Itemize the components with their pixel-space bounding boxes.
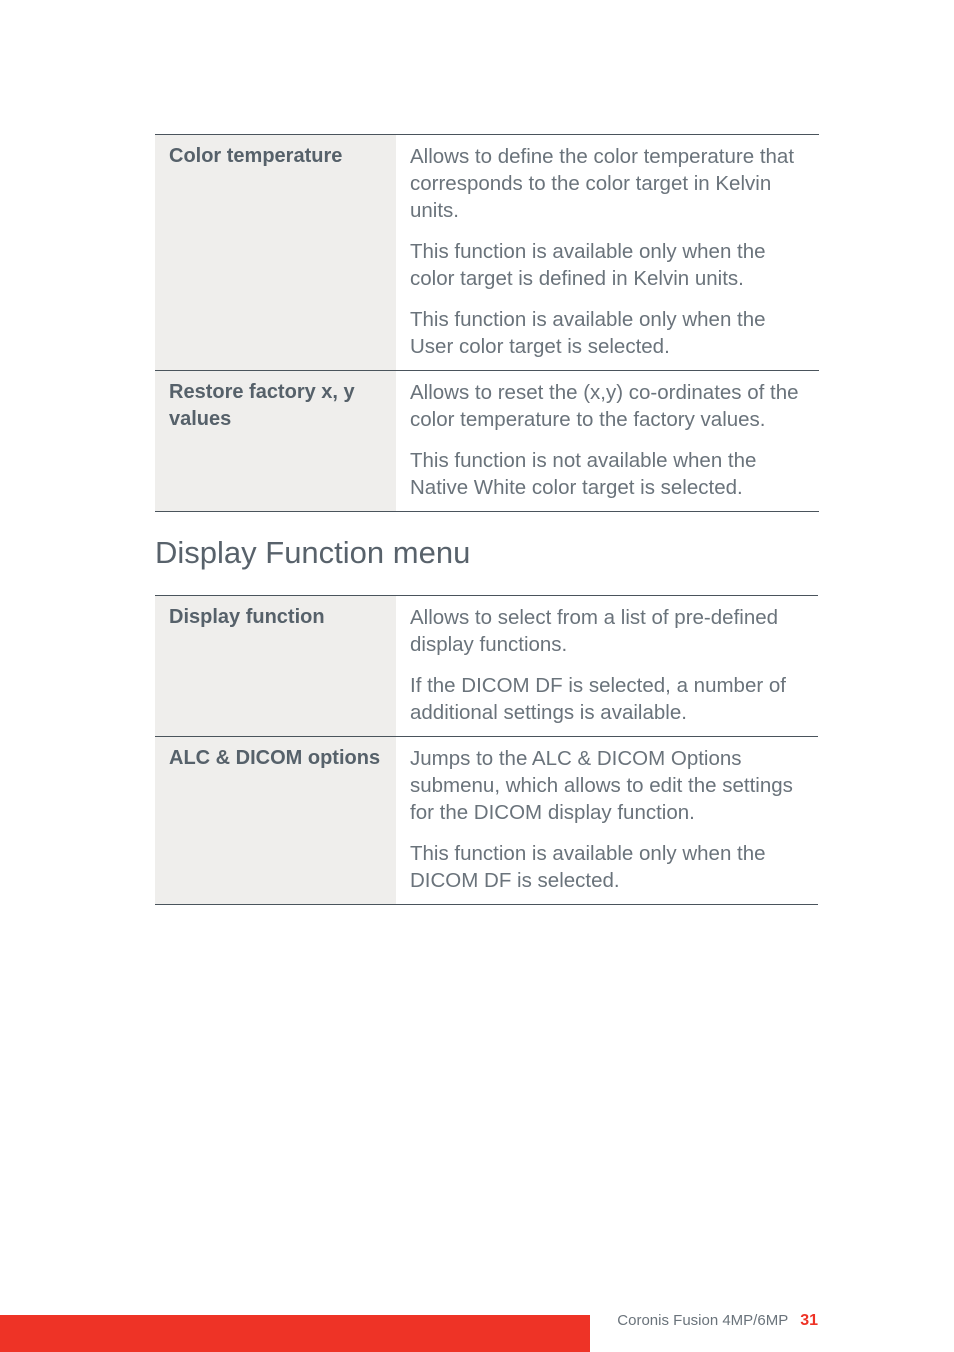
section-heading: Display Function menu	[155, 535, 471, 570]
settings-table-color	[155, 134, 819, 512]
row-term: ALC & DICOM options	[155, 737, 396, 904]
page-footer	[617, 1311, 818, 1331]
footer-accent-bar	[0, 1315, 590, 1352]
table-row	[155, 737, 818, 905]
description-paragraph: Allows to select from a list of pre-defined display functions.	[410, 606, 779, 656]
description-paragraph: This function is not available when the Native White color target is selected.	[410, 449, 757, 499]
description-paragraph: This function is available only when the User color target is selected.	[410, 308, 766, 358]
row-term: Color temperature	[155, 135, 396, 370]
row-description	[396, 737, 818, 904]
table-row	[155, 135, 819, 371]
description-paragraph: Allows to define the color temperature that corresponds to the color target in Kelvin units.	[410, 145, 795, 222]
row-description	[396, 135, 819, 370]
description-paragraph: Jumps to the ALC & DICOM Options submenu, which allows to edit the settings for the DICOM display function.	[410, 747, 793, 824]
table-row	[155, 371, 819, 512]
row-description	[396, 371, 819, 511]
settings-table-display-function	[155, 595, 818, 905]
description-paragraph: Allows to reset the (x,y) co-ordinates of the color temperature to the factory values.	[410, 381, 799, 431]
row-term: Restore factory x, y values	[155, 371, 396, 511]
table-row	[155, 596, 818, 737]
description-paragraph: This function is available only when the DICOM DF is selected.	[410, 842, 766, 892]
description-paragraph: This function is available only when the color target is defined in Kelvin units.	[410, 240, 766, 290]
row-description	[396, 596, 818, 736]
description-paragraph: If the DICOM DF is selected, a number of additional settings is available.	[410, 674, 786, 724]
footer-product-name: Coronis Fusion 4MP/6MP	[617, 1312, 789, 1329]
page-number: 31	[800, 1312, 818, 1329]
row-term: Display function	[155, 596, 396, 736]
